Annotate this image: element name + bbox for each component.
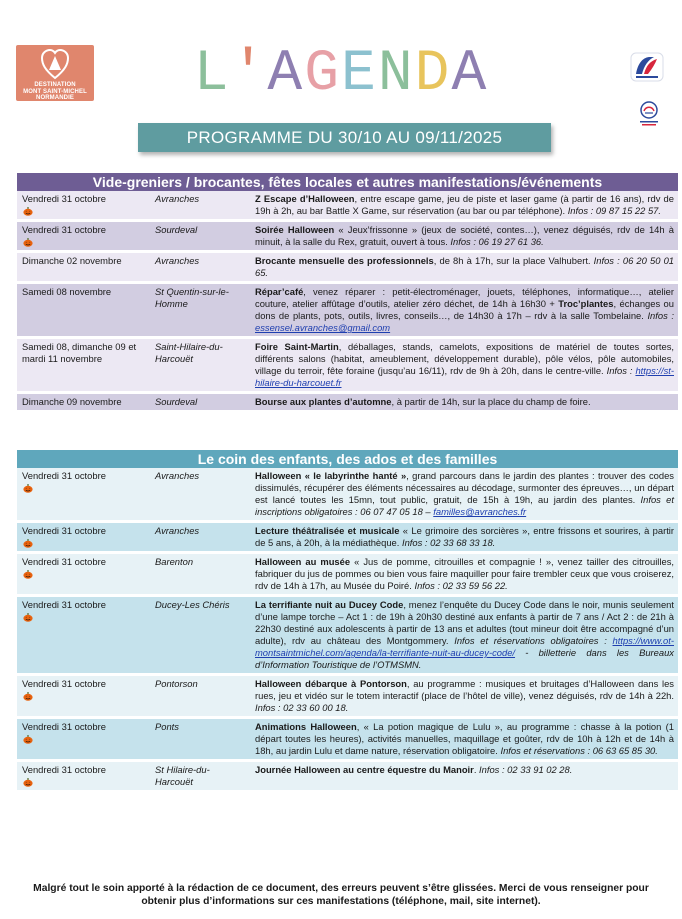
event-description: [250, 596, 678, 675]
event-date-text: Vendredi 31 octobre: [22, 224, 106, 235]
title-letter: D: [414, 42, 452, 107]
event-date: [17, 761, 150, 792]
event-text: , grand parcours dans le jardin des plantes : trouver des codes dissimulés, récupérer des éléments nécessaires au décodage, surmonter des épreuves…, un départ est lancé toutes les 15mn, tout public, gratuit, de 15h à 19h, au jardin des plantes.: [255, 470, 674, 505]
event-link[interactable]: essensel.avranches@gmail.com: [255, 322, 391, 333]
manche-logo-icon: [630, 52, 664, 82]
event-title: Brocante mensuelle des professionnels: [255, 255, 434, 266]
event-info: Infos : 06 19 27 61 36.: [450, 236, 544, 247]
event-text: .: [473, 764, 480, 775]
event-location: Ponts: [150, 718, 250, 761]
event-info: - billetterie dans les Bureaux d’Information Touristique de l’OTMSMN.: [255, 647, 674, 670]
event-title: Foire Saint-Martin: [255, 341, 339, 352]
event-date-text: Vendredi 31 octobre: [22, 470, 106, 481]
event-title: Lecture théâtralisée et musicale: [255, 525, 400, 536]
event-info: Infos :: [647, 310, 674, 321]
event-description: [250, 761, 678, 792]
event-date-text: Vendredi 31 octobre: [22, 678, 106, 689]
agenda-row: [17, 522, 678, 553]
event-text: , venez réparer : petit-électroménager, jouets, téléphones, informatique…, atelier couture, atelier affûtage d’outils, atelier zéro déchet, de 14h à 16h30 +: [255, 286, 674, 309]
event-location: Pontorson: [150, 675, 250, 718]
title-letter: N: [377, 42, 415, 107]
agenda-row: [17, 191, 678, 221]
event-description: [250, 221, 678, 252]
pumpkin-icon: [23, 484, 33, 493]
event-info: Infos :: [606, 365, 636, 376]
pumpkin-icon: [23, 207, 33, 216]
agenda-table-enfants: [17, 468, 678, 793]
event-date-text: Vendredi 31 octobre: [22, 556, 106, 567]
agenda-row: [17, 675, 678, 718]
event-date-text: Dimanche 09 novembre: [22, 396, 122, 407]
event-text: « Jeux’frissonne » (jeux de société, contes…), venez déguisés, rdv de 14h à minuit, à la salle du Rex, gratuit, ouvert à tous.: [255, 224, 674, 247]
agenda-row: [17, 221, 678, 252]
event-title: Soirée Halloween: [255, 224, 335, 235]
event-location: Ducey-Les Chéris: [150, 596, 250, 675]
agenda-row: [17, 718, 678, 761]
event-text: , menez l’enquête du Ducey Code dans le noir, munis seulement d’une lampe torche – Act 1 : de 19h à 20h30 destiné aux enfants à partir de 7 ans / Act 2 : de 21h à 22h30 destiné aux adolescents à partir de 13 ans et adultes (tout mineur doit être accompagné d’un adulte), rdv au château des Montgommery.: [255, 599, 674, 646]
agenda-row: [17, 283, 678, 338]
event-description: [250, 718, 678, 761]
event-date: [17, 522, 150, 553]
title-letter: E: [341, 42, 378, 107]
agenda-table-vide-greniers: [17, 191, 678, 413]
event-location: Avranches: [150, 252, 250, 283]
event-location: St Quentin-sur-le-Homme: [150, 283, 250, 338]
event-info: Infos : 02 33 59 56 22.: [414, 580, 508, 591]
event-date-text: Vendredi 31 octobre: [22, 764, 106, 775]
event-date: [17, 675, 150, 718]
event-info: Infos et inscriptions obligatoires : 06 07 47 05 18 –: [255, 494, 674, 517]
event-info: Infos et réservations : 06 63 65 85 30.: [500, 745, 658, 756]
agenda-row: [17, 553, 678, 596]
event-description: [250, 283, 678, 338]
event-description: [250, 393, 678, 412]
agenda-row: [17, 252, 678, 283]
event-date-text: Samedi 08 novembre: [22, 286, 112, 297]
event-location: Sourdeval: [150, 221, 250, 252]
event-date: [17, 221, 150, 252]
event-description: [250, 191, 678, 221]
event-info: Infos : 02 33 60 00 18.: [255, 702, 349, 713]
event-location: Sourdeval: [150, 393, 250, 412]
event-date: [17, 393, 150, 412]
event-date-text: Vendredi 31 octobre: [22, 721, 106, 732]
event-title: La terrifiante nuit au Ducey Code: [255, 599, 404, 610]
event-date: [17, 338, 150, 393]
title-letter: L: [193, 42, 231, 107]
event-title: Bourse aux plantes d’automne: [255, 396, 392, 407]
event-title: Animations Halloween: [255, 721, 357, 732]
event-link[interactable]: https://www.ot-montsaintmichel.com/agenda/la-terrifiante-nuit-au-ducey-code/: [255, 635, 674, 658]
event-title: Halloween au musée: [255, 556, 351, 567]
event-title: Halloween « le labyrinthe hanté »: [255, 470, 407, 481]
section-header-vide-greniers: Vide-greniers / brocantes, fêtes locales et autres manifestations/événements: [17, 173, 678, 191]
event-text: , de 8h à 17h, sur la place Valhubert.: [433, 255, 594, 266]
event-location: Avranches: [150, 468, 250, 522]
pumpkin-icon: [23, 735, 33, 744]
event-link[interactable]: https://st-hilaire-du-harcouet.fr: [255, 365, 674, 388]
pumpkin-icon: [23, 692, 33, 701]
event-text: , « La potion magique de Lulu », au programme : chasse à la potion (1 départ toutes les heures), activités manuelles, maquillage et goûter, rdv de 10h à 12h et de 14h à 18h, au jardin Lulu et dame nature, réservation obligatoire.: [255, 721, 674, 756]
event-title: Journée Halloween au centre équestre du Manoir: [255, 764, 474, 775]
event-date-text: Dimanche 02 novembre: [22, 255, 122, 266]
title-letter: ': [230, 42, 268, 107]
event-location: Avranches: [150, 191, 250, 221]
tourisme-label-icon: [634, 99, 664, 129]
agenda-row: [17, 393, 678, 412]
event-title: Z Escape d’Halloween: [255, 193, 355, 204]
event-info: Infos : 09 87 15 22 57.: [567, 205, 661, 216]
pumpkin-icon: [23, 539, 33, 548]
event-location: Saint-Hilaire-du-Harcouët: [150, 338, 250, 393]
programme-banner: PROGRAMME DU 30/10 AU 09/11/2025: [138, 123, 551, 152]
event-text: « Le grimoire des sorcières », entre frissons et sourires, à partir de 5 ans, à 20h, à la médiathèque.: [255, 525, 675, 548]
event-date: [17, 596, 150, 675]
event-info: Infos et réservations obligatoires :: [454, 635, 613, 646]
event-location: St Hilaire-du-Harcouët: [150, 761, 250, 792]
event-title: Répar’café: [255, 286, 304, 297]
event-info: Infos : 02 33 68 33 18.: [401, 537, 496, 548]
event-description: [250, 468, 678, 522]
event-title: Halloween débarque à Pontorson: [255, 678, 407, 689]
event-info: Infos : 02 33 91 02 28.: [479, 764, 573, 775]
event-location: Avranches: [150, 522, 250, 553]
event-date-text: Samedi 08, dimanche 09 et mardi 11 novembre: [22, 341, 137, 364]
event-description: [250, 338, 678, 393]
event-description: [250, 553, 678, 596]
pumpkin-icon: [23, 778, 33, 787]
event-text: , déballages, stands, camelots, expositions de matériel de toutes sortes, différents salons (habitat, ameublement, développement durable), pôle vélos, pôle automobiles, village du terroir, fête foraine (jusqu’au 16/11), rdv de 9h à 20h, dans le centre-ville.: [255, 341, 674, 376]
event-text: , à partir de 14h, sur la place du champ de foire.: [391, 396, 591, 407]
event-date: [17, 252, 150, 283]
event-text: « Jus de pomme, citrouilles et compagnie ! », venez tailler des citrouilles, fabriquer du jus de pommes ou bien vous faire maquiller pour faire trembler ceux que vous croiserez, rdv de 14h à 17h, au Musée du Poiré.: [255, 556, 674, 591]
pumpkin-icon: [23, 238, 33, 247]
event-date-text: Vendredi 31 octobre: [22, 525, 106, 536]
agenda-row: [17, 468, 678, 522]
disclaimer-footer: Malgré tout le soin apporté à la rédaction de ce document, des erreurs peuvent s’être glissées. Merci de vous renseigner pour obtenir plus d’informations sur ces manifestations (téléphone, mail, site internet).: [33, 883, 649, 907]
pumpkin-icon: [23, 613, 33, 622]
title-letter: G: [304, 42, 341, 107]
title-letter: A: [451, 42, 489, 107]
event-location: Barenton: [150, 553, 250, 596]
agenda-row: [17, 338, 678, 393]
pumpkin-icon: [23, 570, 33, 579]
event-date: [17, 283, 150, 338]
event-description: [250, 252, 678, 283]
event-text: , au programme : musiques et bruitages d’Halloween dans les rues, jeu et vidéo sur le totem interactif (place de l’hôtel de ville), venez déguisés, rdv de 14h à 22h.: [255, 678, 674, 701]
event-date: [17, 718, 150, 761]
event-description: [250, 522, 678, 553]
event-date: [17, 553, 150, 596]
event-description: [250, 675, 678, 718]
event-date: [17, 191, 150, 221]
title-letter: A: [267, 42, 305, 107]
event-info: Infos : 06 20 50 01 65.: [255, 255, 674, 278]
event-title: Troc’plantes: [558, 298, 614, 309]
event-date-text: Vendredi 31 octobre: [22, 193, 106, 204]
event-link[interactable]: familles@avranches.fr: [433, 506, 527, 517]
agenda-row: [17, 761, 678, 792]
event-date-text: Vendredi 31 octobre: [22, 599, 106, 610]
agenda-row: [17, 596, 678, 675]
event-date: [17, 468, 150, 522]
event-text: , échanges ou dons de plants, pots, outils, livres, conseils…, de 14h30 à 17h – rdv à la salle Tombelaine.: [255, 298, 674, 321]
logo-text: DESTINATION MONT SAINT-MICHEL NORMANDIE: [23, 82, 87, 101]
section-header-enfants: Le coin des enfants, des ados et des familles: [17, 450, 678, 468]
agenda-title: [0, 40, 682, 110]
event-text: , entre escape game, jeu de piste et laser game (à partir de 16 ans), rdv de 19h à 2h, au bar Battle X Game, sur réservation (au bar ou par téléphone).: [255, 193, 674, 216]
